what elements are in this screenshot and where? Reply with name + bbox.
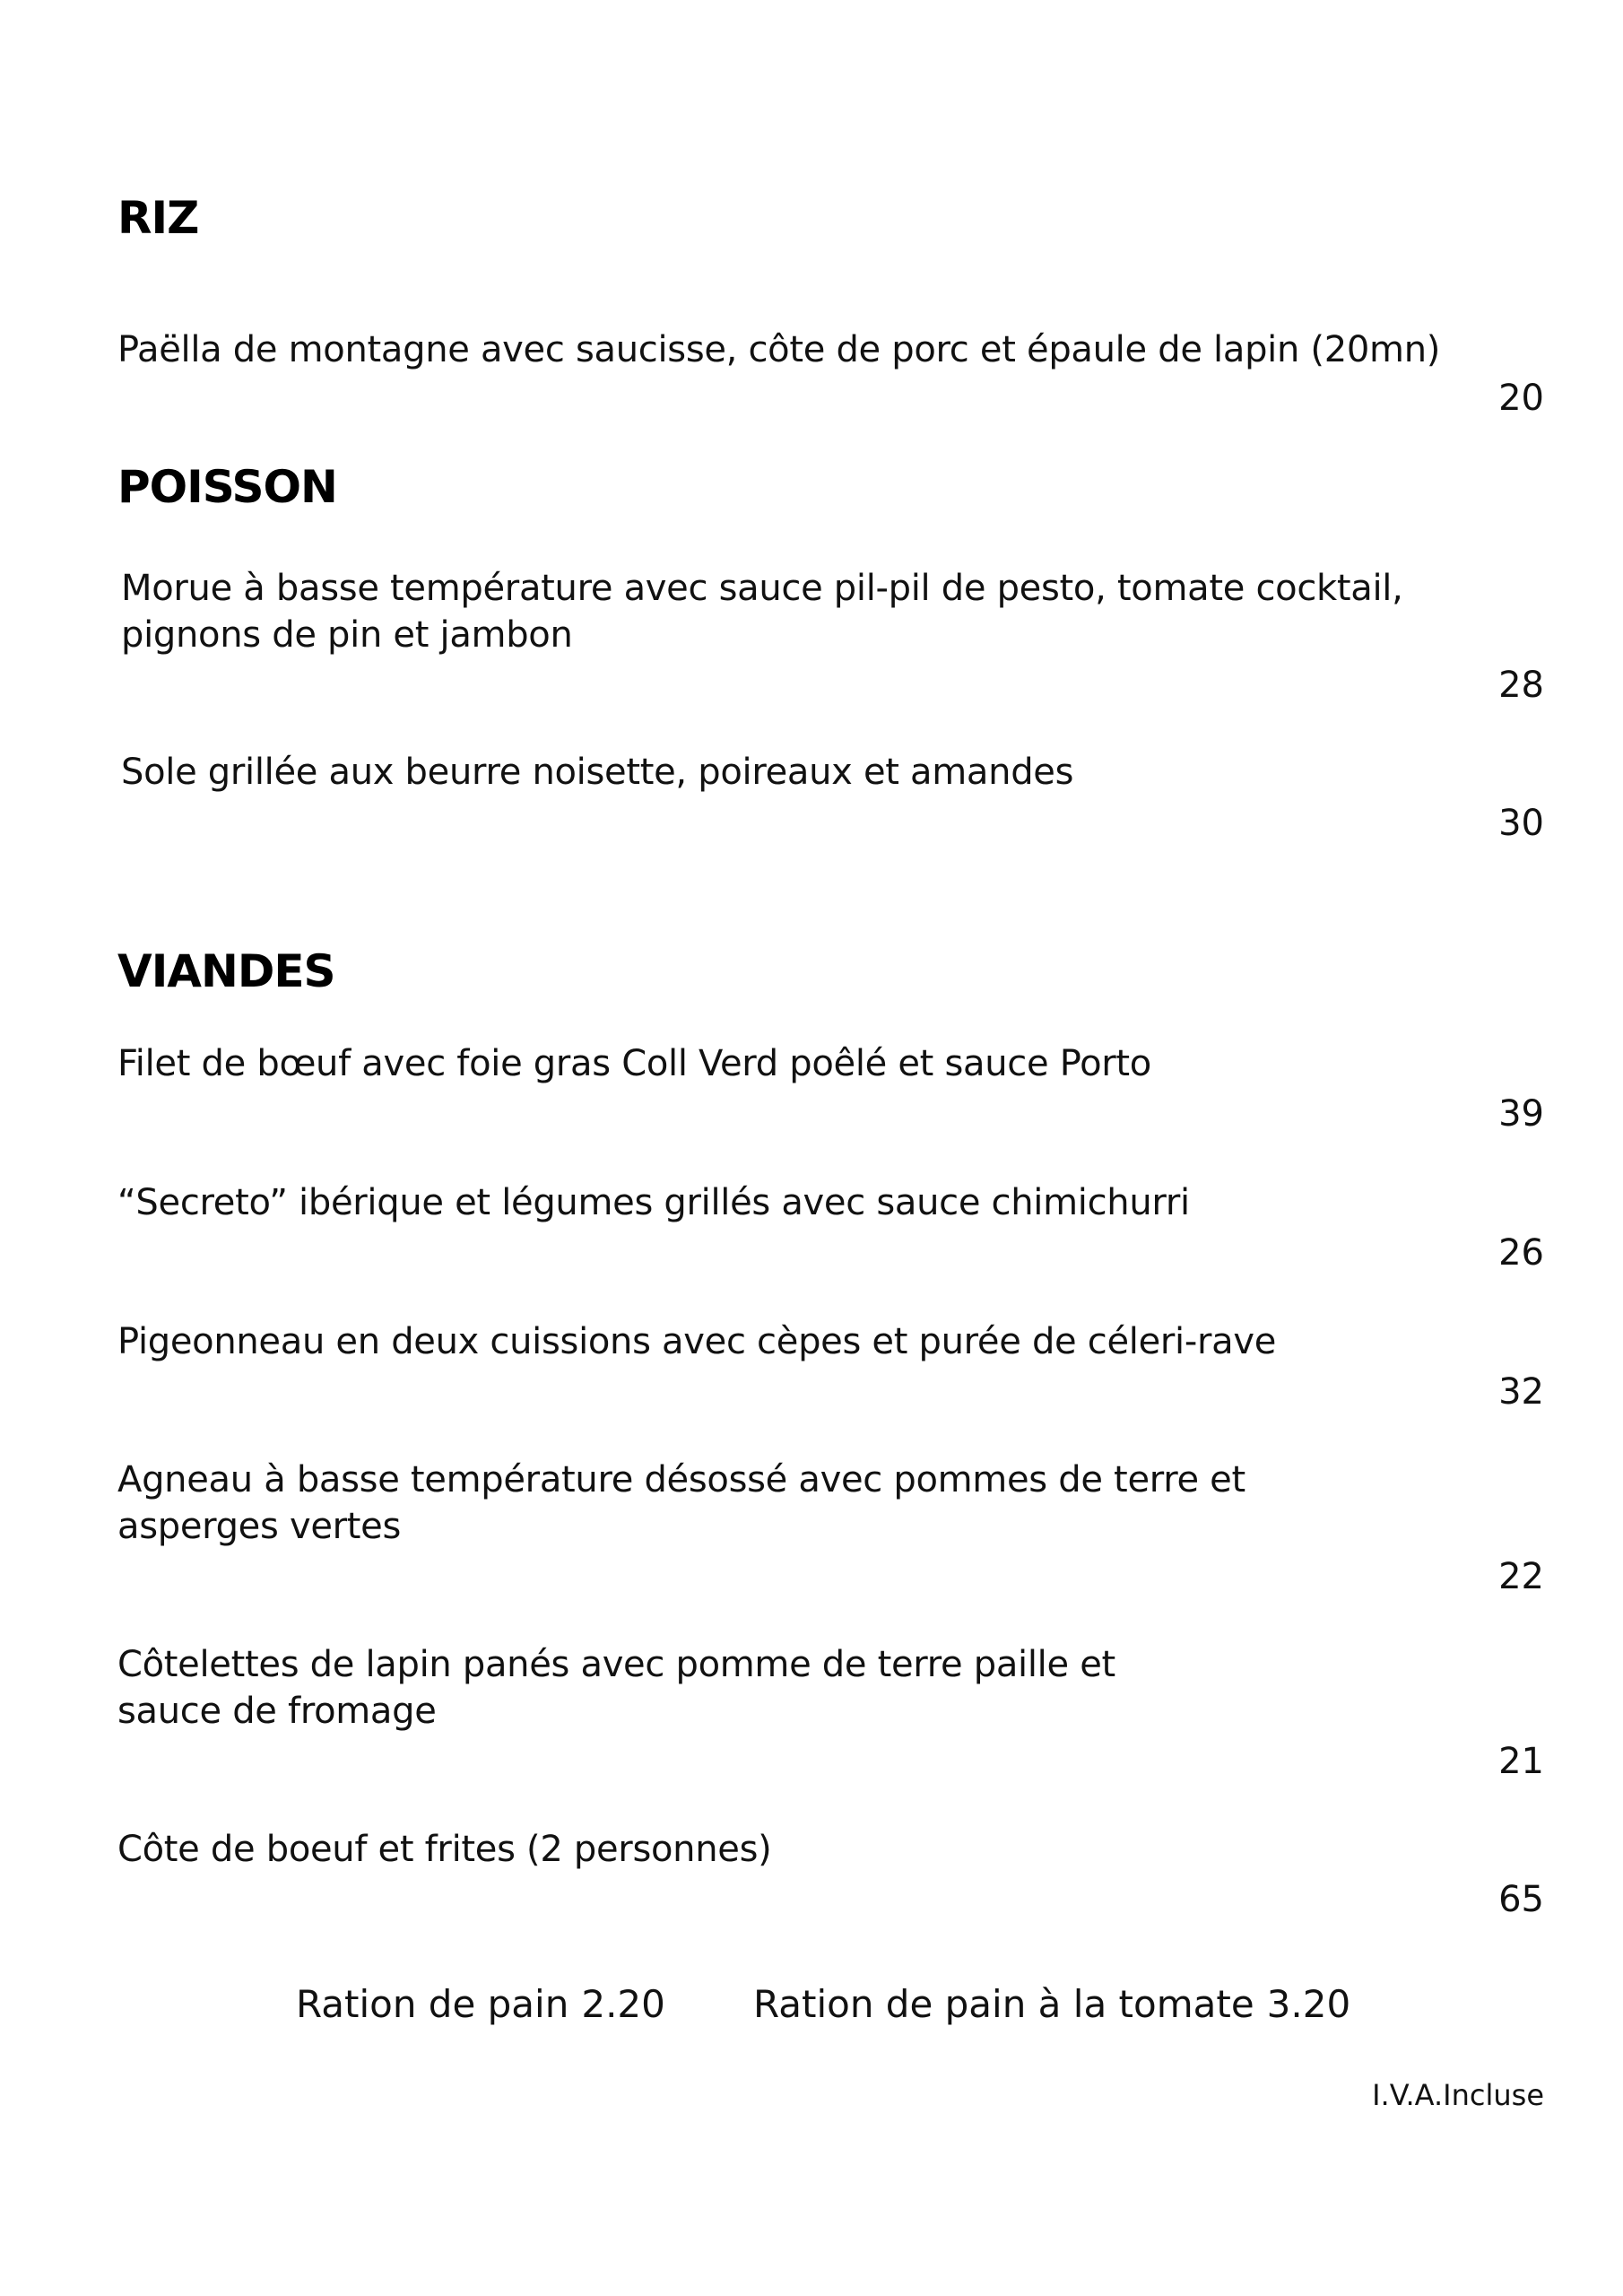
- dish-name-line: “Secreto” ibérique et légumes grillés avec sauce chimichurri: [117, 1182, 1190, 1223]
- dish-price: 21: [1498, 1741, 1544, 1782]
- dish-name-line: Agneau à basse température désossé avec pommes de terre et: [117, 1459, 1245, 1500]
- section-title-viandes: VIANDES: [117, 945, 335, 997]
- dish-name-line: asperges vertes: [117, 1506, 402, 1547]
- bread-plain-price: 2.20: [581, 1982, 665, 2026]
- section-title-poisson: POISSON: [117, 461, 337, 513]
- dish-name-line: sauce de fromage: [117, 1691, 437, 1732]
- dish-name-line: Côtelettes de lapin panés avec pomme de terre paille et: [117, 1644, 1115, 1685]
- bread-tomato-price: 3.20: [1266, 1982, 1351, 2026]
- dish-name-line: Côte de boeuf et frites (2 personnes): [117, 1829, 772, 1870]
- bread-tomato: [753, 1982, 1351, 2026]
- dish-name-line: Filet de bœuf avec foie gras Coll Verd poêlé et sauce Porto: [117, 1043, 1151, 1084]
- dish-price: 39: [1498, 1093, 1544, 1135]
- dish-price: 30: [1498, 803, 1544, 844]
- dish-price: 22: [1498, 1556, 1544, 1597]
- dish-price: 26: [1498, 1232, 1544, 1274]
- dish-price: 32: [1498, 1371, 1544, 1413]
- bread-plain-label: Ration de pain: [296, 1982, 569, 2026]
- dish-price: 28: [1498, 665, 1544, 706]
- section-title-riz: RIZ: [117, 192, 199, 244]
- bread-plain: [296, 1982, 665, 2026]
- dish-name-line: Morue à basse température avec sauce pil-pil de pesto, tomate cocktail,: [121, 568, 1403, 609]
- dish-price: 20: [1498, 378, 1544, 419]
- dish-name: Paëlla de montagne avec saucisse, côte de porc et épaule de lapin (20mn): [117, 329, 1441, 370]
- dish-name-line: Sole grillée aux beurre noisette, poireaux et amandes: [121, 752, 1074, 793]
- tax-note: I.V.A.Incluse: [1372, 2078, 1544, 2112]
- dish-price: 65: [1498, 1879, 1544, 1920]
- dish-name-line: Pigeonneau en deux cuissions avec cèpes et purée de céleri-rave: [117, 1321, 1277, 1362]
- dish-name-line: pignons de pin et jambon: [121, 614, 573, 656]
- bread-tomato-label: Ration de pain à la tomate: [753, 1982, 1254, 2026]
